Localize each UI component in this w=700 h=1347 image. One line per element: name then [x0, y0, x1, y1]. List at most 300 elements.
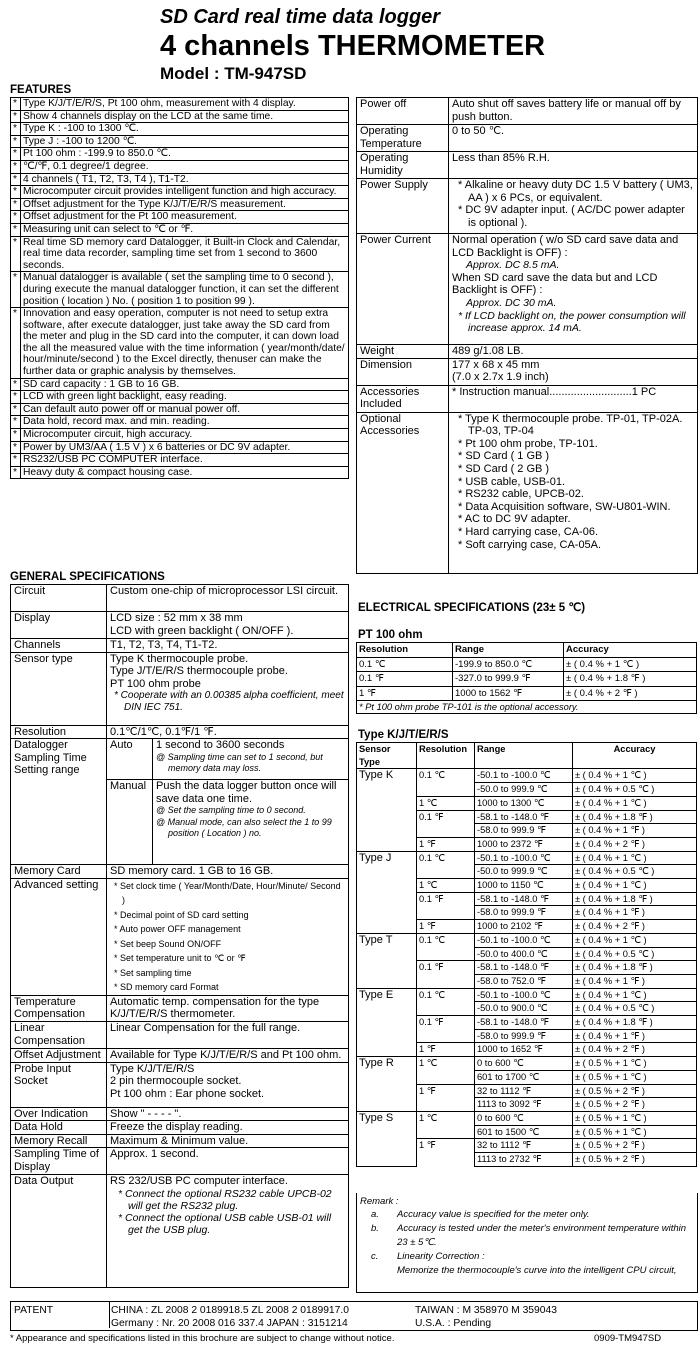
- table-row: [357, 672, 697, 687]
- feature-row: [11, 454, 349, 467]
- patent-china: CHINA : ZL 2008 2 0189918.5 ZL 2008 2 0189917.0: [111, 1305, 349, 1316]
- optional-accessory-item: * Hard carrying case, CA-06.: [458, 525, 599, 538]
- table-cell: 32 to 1112 ℉: [475, 1139, 573, 1153]
- patent-usa: U.S.A. : Pending: [415, 1318, 492, 1329]
- footer-note: * Appearance and specifications listed in this brochure are subject to change without notice.: [10, 1333, 395, 1344]
- optional-accessory-text: AC to DC 9V adapter.: [464, 513, 571, 526]
- table-cell: 0.1 ℃: [417, 988, 475, 1002]
- spec-value: (7.0 x 2.7x 1.9 inch): [452, 371, 549, 384]
- footer-code: 0909-TM947SD: [594, 1333, 662, 1344]
- spec-row-output: Data Output RS 232/USB PC computer interface. * Connect the optional RS232 cable UPCB-02 will get the RS232 plug. * Connect the optional USB cable USB-01 will get the USB plug.: [11, 1175, 349, 1288]
- spec-row-probe: [11, 1062, 349, 1107]
- table-cell: 601 to 1700 ℃: [475, 1070, 573, 1084]
- feature-row: [11, 403, 349, 416]
- feature-row: [11, 236, 349, 272]
- optional-accessory-text: Hard carrying case, CA-06.: [465, 525, 599, 538]
- thermocouple-header: Range: [475, 743, 573, 769]
- optional-accessory-item: * Type K thermocouple probe. TP-01, TP-02A. TP-03, TP-04: [458, 412, 683, 438]
- feature-bullet: *: [11, 98, 21, 111]
- table-cell: 1000 to 2102 ℉: [475, 920, 573, 934]
- table-cell: ± ( 0.4 % + 1 ℃ ): [573, 933, 697, 947]
- spec-label: Sampling Time of Display: [14, 1148, 99, 1173]
- table-cell: 1000 to 1652 ℉: [475, 1043, 573, 1057]
- feature-text: Microcomputer circuit, high accuracy.: [21, 429, 349, 442]
- optional-accessory-item: * RS232 cable, UPCB-02.: [458, 488, 584, 501]
- remark-text: Accuracy value is specified for the meter only.: [397, 1209, 590, 1220]
- table-cell: -50.1 to -100.0 ℃: [475, 851, 573, 865]
- advanced-setting-text: Set temperature unit to ℃ or ℉: [120, 953, 246, 964]
- spec-label: Display: [14, 612, 51, 624]
- spec-label: Optional Accessories: [360, 412, 420, 438]
- table-row: [357, 933, 697, 947]
- table-cell: [417, 824, 475, 838]
- spec-value: Push the data logger button once will save data one time.: [156, 780, 337, 805]
- table-cell: [417, 906, 475, 920]
- spec-value: Auto shut off saves battery life or manual off by push button.: [452, 98, 681, 123]
- spec-value: 2 pin thermocouple socket.: [110, 1075, 242, 1088]
- spec-row-accessories: Accessories Included * Instruction manual...........................1 PC: [357, 385, 698, 412]
- table-row: [357, 769, 697, 783]
- feature-row: [11, 429, 349, 442]
- table-row: [357, 1057, 697, 1071]
- table-cell: [417, 1002, 475, 1016]
- spec-row-current: Power Current Normal operation ( w/o SD card save data and LCD Backlight is OFF) : Approx. DC 8.5 mA. When SD card save the data but and LCD Backlight is OFF) : Approx. DC 30 mA. * If LCD backlight on, the power consumption will increase approx. 14 mA.: [357, 234, 698, 345]
- spec-value: Show " - - - - ".: [110, 1107, 182, 1120]
- spec-note: Connect the optional RS232 cable UPCB-02 will get the RS232 plug.: [125, 1187, 332, 1212]
- feature-row: [11, 110, 349, 123]
- advanced-setting-item: * Set beep Sound ON/OFF: [114, 938, 222, 949]
- spec-label: Data Output: [14, 1175, 74, 1188]
- spec-value: Linear Compensation for the full range.: [110, 1021, 301, 1034]
- table-cell: ± ( 0.5 % + 2 ℉ ): [573, 1098, 697, 1112]
- feature-text: Power by UM3/AA ( 1.5 V ) x 6 batteries or DC 9V adapter.: [21, 441, 349, 454]
- feature-bullet: *: [11, 123, 21, 136]
- spec-value: Type K thermocouple probe.: [110, 652, 249, 665]
- feature-text: Type K : -100 to 1300 ℃.: [21, 123, 349, 136]
- spec-label: Accessories Included: [360, 385, 420, 411]
- spec-row-sensor: Sensor type Type K thermocouple probe. Type J/T/E/R/S thermocouple probe. PT 100 ohm probe * Cooperate with an 0.00385 alpha coefficient, meet DIN IEC 751.: [11, 652, 349, 725]
- table-cell: 1 ℃: [417, 1057, 475, 1071]
- feature-text: ℃/℉, 0.1 degree/1 degree.: [21, 160, 349, 173]
- feature-bullet: *: [11, 236, 21, 272]
- table-cell: ± ( 0.4 % + 1.8 ℉ ): [573, 892, 697, 906]
- spec-row-resolution: [11, 725, 349, 739]
- remark-c-detail: Memorize the thermocouple's curve into the intelligent CPU circuit,: [397, 1265, 677, 1276]
- spec-label: Memory Card: [14, 865, 81, 878]
- pt100-note: Pt 100 ohm probe TP-101 is the optional accessory.: [365, 702, 579, 712]
- spec-value: Freeze the display reading.: [110, 1121, 243, 1134]
- table-cell: 1113 to 3092 ℉: [475, 1098, 573, 1112]
- right-spec-table: [356, 97, 698, 574]
- remark-item: [357, 1250, 697, 1264]
- table-cell: 1113 to 2732 ℉: [475, 1153, 573, 1167]
- spec-row-supply: Power Supply * Alkaline or heavy duty DC 1.5 V battery ( UM3, AA ) x 6 PCs, or equivalent. * DC 9V adapter input. ( AC/DC power adapter is optional ).: [357, 179, 698, 234]
- table-cell: 1 ℃: [417, 1111, 475, 1125]
- spec-value: Type K/J/T/E/R/S: [110, 1062, 195, 1075]
- remark-text: Linearity Correction :: [397, 1251, 485, 1262]
- table-cell: 0.1 ℃: [357, 657, 453, 672]
- spec-label: Sensor type: [14, 652, 73, 665]
- features-table: [10, 97, 349, 479]
- pt100-header: Accuracy: [564, 643, 697, 658]
- table-cell: -58.0 to 999.9 ℉: [475, 906, 573, 920]
- spec-value: Approx. 1 second.: [110, 1148, 199, 1161]
- table-cell: -58.1 to -148.0 ℉: [475, 961, 573, 975]
- feature-row: [11, 223, 349, 236]
- table-cell: -58.1 to -148.0 ℉: [475, 1016, 573, 1030]
- spec-value: LCD with green backlight ( ON/OFF ).: [110, 624, 294, 637]
- spec-row-optemp: [357, 125, 698, 152]
- table-cell: ± ( 0.5 % + 1 ℃ ): [573, 1111, 697, 1125]
- table-cell: 1 ℃: [417, 796, 475, 810]
- table-cell: 1000 to 1300 ℃: [475, 796, 573, 810]
- table-row: [357, 851, 697, 865]
- spec-row-hold: [11, 1121, 349, 1135]
- spec-label: Power off: [360, 98, 407, 110]
- table-row: [357, 988, 697, 1002]
- table-cell: -50.0 to 400.0 ℃: [475, 947, 573, 961]
- optional-accessory-text: Type K thermocouple probe. TP-01, TP-02A. TP-03, TP-04: [465, 412, 683, 438]
- advanced-setting-item: * SD memory card Format: [114, 982, 219, 993]
- feature-text: Measuring unit can select to ℃ or ℉.: [21, 223, 349, 236]
- remark-text: Accuracy is tested under the meter's environment temperature within 23 ± 5℃.: [397, 1223, 687, 1248]
- advanced-setting-text: Decimal point of SD card setting: [120, 909, 249, 920]
- optional-accessory-text: Soft carrying case, CA-05A.: [465, 538, 602, 551]
- optional-accessory-text: Data Acquisition software, SW-U801-WIN.: [465, 500, 671, 513]
- general-spec-heading: GENERAL SPECIFICATIONS: [10, 571, 165, 583]
- feature-row: [11, 160, 349, 173]
- table-cell: 0.1 ℉: [417, 892, 475, 906]
- table-cell: ± ( 0.4 % + 2 ℉ ): [573, 920, 697, 934]
- spec-row-tempcomp: [11, 995, 349, 1021]
- table-cell: ± ( 0.4 % + 1.8 ℉ ): [564, 672, 697, 687]
- table-cell: ± ( 0.4 % + 1.8 ℉ ): [573, 810, 697, 824]
- spec-note: @ Sampling time can set to 1 second, but memory data may loss.: [156, 751, 323, 773]
- spec-value: RS 232/USB PC computer interface.: [110, 1175, 288, 1188]
- feature-text: LCD with green light backlight, easy reading.: [21, 391, 349, 404]
- table-cell: ± ( 0.4 % + 0.5 ℃ ): [573, 783, 697, 797]
- feature-bullet: *: [11, 223, 21, 236]
- advanced-setting-item: * Auto power OFF management: [114, 924, 241, 935]
- table-cell: -50.1 to -100.0 ℃: [475, 988, 573, 1002]
- remark-item: [357, 1208, 697, 1222]
- table-cell: ± ( 0.5 % + 2 ℉ ): [573, 1139, 697, 1153]
- table-cell: 0.1 ℉: [417, 810, 475, 824]
- table-cell: 601 to 1500 ℃: [475, 1125, 573, 1139]
- spec-value: 0.1℃/1℃, 0.1℉/1 ℉.: [110, 725, 217, 738]
- table-cell: ± ( 0.4 % + 0.5 ℃ ): [573, 865, 697, 879]
- feature-text: SD card capacity : 1 GB to 16 GB.: [21, 378, 349, 391]
- optional-accessory-item: * Pt 100 ohm probe, TP-101.: [458, 437, 598, 450]
- table-cell: 1 ℉: [417, 1139, 475, 1153]
- spec-value: Pt 100 ohm : Ear phone socket.: [110, 1087, 265, 1100]
- remark-item: [357, 1222, 697, 1250]
- sensor-type-cell: Type J: [357, 851, 417, 933]
- spec-row-advanced: [11, 878, 349, 995]
- spec-value: 1 second to 3600 seconds: [156, 739, 285, 752]
- spec-label: Advanced setting: [14, 878, 99, 891]
- spec-sub-label: Auto: [110, 739, 133, 752]
- optional-accessory-item: * SD Card ( 2 GB ): [458, 462, 550, 475]
- table-cell: -50.0 to 999.9 ℃: [475, 865, 573, 879]
- spec-row-optional: [357, 412, 698, 573]
- table-cell: -58.0 to 999.9 ℉: [475, 824, 573, 838]
- feature-bullet: *: [11, 173, 21, 186]
- feature-row: [11, 378, 349, 391]
- features-heading: FEATURES: [10, 84, 72, 96]
- optional-accessory-text: RS232 cable, UPCB-02.: [465, 488, 584, 501]
- table-row: [357, 1111, 697, 1125]
- spec-row-linear: [11, 1021, 349, 1048]
- sensor-type-cell: Type E: [357, 988, 417, 1057]
- header-subtitle: SD Card real time data logger: [160, 6, 441, 28]
- table-cell: ± ( 0.4 % + 1.8 ℉ ): [573, 1016, 697, 1030]
- optional-accessory-item: * SD Card ( 1 GB ): [458, 450, 550, 463]
- feature-text: Innovation and easy operation, computer is not need to setup extra software, after execute datalogger, just take away the SD card from the meter and plug in the SD card into the computer, it can down load the all the measured value with the time information ( year/month/date/ hour/minute/second ) to the Excel directly, thenuser can make the further data or graphic analysis by themselves.: [21, 308, 349, 379]
- table-cell: ± ( 0.5 % + 1 ℃ ): [573, 1057, 697, 1071]
- table-cell: [417, 1070, 475, 1084]
- feature-row: [11, 466, 349, 479]
- optional-accessory-item: * Soft carrying case, CA-05A.: [458, 538, 602, 551]
- thermocouple-header: Accuracy: [573, 743, 697, 769]
- advanced-setting-item: * Set sampling time: [114, 967, 192, 978]
- spec-value: Custom one-chip of microprocessor LSI circuit.: [110, 585, 339, 597]
- optional-accessory-text: Pt 100 ohm probe, TP-101.: [465, 437, 598, 450]
- spec-note: @ Manual mode, can also select the 1 to 99 position ( Location ) no.: [156, 816, 332, 838]
- spec-label: Power Current: [360, 234, 431, 246]
- patent-label: PATENT: [14, 1305, 54, 1316]
- spec-note: Connect the optional USB cable USB-01 will get the USB plug.: [125, 1211, 332, 1236]
- table-cell: ± ( 0.4 % + 2 ℉ ): [573, 837, 697, 851]
- table-cell: 0.1 ℉: [417, 1016, 475, 1030]
- spec-note: Approx. DC 30 mA.: [466, 296, 557, 309]
- feature-bullet: *: [11, 160, 21, 173]
- optional-accessory-text: SD Card ( 1 GB ): [465, 450, 550, 463]
- thermocouple-heading: Type K/J/T/E/R/S: [358, 729, 449, 741]
- spec-value: SD memory card. 1 GB to 16 GB.: [110, 865, 274, 878]
- sensor-type-cell: Type T: [357, 933, 417, 988]
- spec-label: Channels: [14, 639, 61, 651]
- table-cell: [417, 1125, 475, 1139]
- table-cell: 1000 to 2372 ℉: [475, 837, 573, 851]
- feature-bullet: *: [11, 416, 21, 429]
- table-cell: [417, 865, 475, 879]
- thermocouple-table: [356, 742, 697, 1167]
- table-cell: ± ( 0.4 % + 1 ℃ ): [573, 851, 697, 865]
- table-cell: 0.1 ℉: [417, 961, 475, 975]
- table-cell: 0.1 ℃: [417, 851, 475, 865]
- spec-label: Power Supply: [360, 179, 428, 191]
- feature-text: Real time SD memory card Datalogger, it Built-in Clock and Calendar, real time data recorder, sampling time set from 1 second to 3600 seconds.: [21, 236, 349, 272]
- spec-label: Probe Input Socket: [14, 1062, 71, 1088]
- feature-text: Data hold, record max. and min. reading.: [21, 416, 349, 429]
- spec-value: DC 9V adapter input. ( AC/DC power adapter is optional ).: [465, 204, 685, 229]
- table-cell: 0.1 ℃: [417, 933, 475, 947]
- table-cell: 0 to 600 ℃: [475, 1057, 573, 1071]
- spec-label: Linear Compensation: [14, 1021, 85, 1047]
- feature-text: Offset adjustment for the Pt 100 measurement.: [21, 211, 349, 224]
- feature-bullet: *: [11, 110, 21, 123]
- advanced-setting-text: Auto power OFF management: [119, 924, 241, 935]
- patent-taiwan: TAIWAN : M 358970 M 359043: [415, 1305, 557, 1316]
- table-cell: 0 to 600 ℃: [475, 1111, 573, 1125]
- feature-row: [11, 198, 349, 211]
- table-cell: 32 to 1112 ℉: [475, 1084, 573, 1098]
- spec-label: Resolution: [14, 725, 66, 738]
- feature-bullet: *: [11, 135, 21, 148]
- feature-bullet: *: [11, 198, 21, 211]
- spec-value: Automatic temp. compensation for the type K/J/T/E/R/S thermometer.: [110, 995, 320, 1021]
- pt100-heading: PT 100 ohm: [358, 629, 423, 641]
- spec-row-memory: [11, 865, 349, 879]
- spec-label: Dimension: [360, 358, 412, 371]
- feature-row: [11, 123, 349, 136]
- spec-value: T1, T2, T3, T4, T1-T2.: [110, 639, 218, 651]
- table-cell: ± ( 0.4 % + 1 ℃ ): [564, 657, 697, 672]
- table-cell: -58.0 to 752.0 ℉: [475, 974, 573, 988]
- table-cell: 1 ℉: [417, 920, 475, 934]
- spec-value: 0 to 50 ℃.: [452, 125, 505, 137]
- feature-bullet: *: [11, 441, 21, 454]
- table-cell: ± ( 0.4 % + 1 ℃ ): [573, 796, 697, 810]
- spec-row-offset: [11, 1048, 349, 1062]
- spec-value: Less than 85% R.H.: [452, 152, 550, 164]
- spec-value: Available for Type K/J/T/E/R/S and Pt 100 ohm.: [110, 1048, 342, 1061]
- spec-value: When SD card save the data but and LCD Backlight is OFF) :: [452, 271, 658, 297]
- thermocouple-header: Resolution: [417, 743, 475, 769]
- patent-box: [10, 1301, 698, 1331]
- pt100-header: Resolution: [357, 643, 453, 658]
- spec-row-channels: [11, 639, 349, 653]
- table-cell: ± ( 0.4 % + 1 ℉ ): [573, 906, 697, 920]
- optional-accessory-text: USB cable, USB-01.: [465, 475, 565, 488]
- spec-row-sampling: [11, 1148, 349, 1175]
- feature-bullet: *: [11, 186, 21, 199]
- spec-value: Instruction manual...........................1 PC: [459, 385, 657, 398]
- table-cell: [417, 974, 475, 988]
- table-cell: 1000 to 1562 ℉: [453, 686, 564, 701]
- pt100-header: Range: [453, 643, 564, 658]
- remark-box: [356, 1193, 698, 1293]
- feature-bullet: *: [11, 308, 21, 379]
- feature-row: [11, 441, 349, 454]
- feature-row: [11, 211, 349, 224]
- spec-value: 177 x 68 x 45 mm: [452, 358, 540, 371]
- spec-sub-label: Manual: [110, 780, 147, 793]
- table-row: [357, 686, 697, 701]
- spec-label: Offset Adjustment: [14, 1048, 101, 1061]
- spec-value: LCD size : 52 mm x 38 mm: [110, 612, 243, 624]
- optional-accessory-item: * Data Acquisition software, SW-U801-WIN.: [458, 500, 671, 513]
- table-cell: ± ( 0.4 % + 2 ℉ ): [564, 686, 697, 701]
- table-cell: [417, 1153, 475, 1167]
- feature-row: [11, 186, 349, 199]
- table-cell: -50.1 to -100.0 ℃: [475, 769, 573, 783]
- spec-label: Temperature Compensation: [14, 995, 85, 1021]
- spec-label: Weight: [360, 345, 395, 357]
- spec-note: Approx. DC 8.5 mA.: [466, 259, 560, 272]
- feature-text: Can default auto power off or manual power off.: [21, 403, 349, 416]
- sensor-type-cell: Type K: [357, 769, 417, 851]
- table-cell: [417, 1098, 475, 1112]
- table-row: [357, 657, 697, 672]
- table-cell: ± ( 0.4 % + 1.8 ℉ ): [573, 961, 697, 975]
- feature-bullet: *: [11, 391, 21, 404]
- table-cell: [417, 783, 475, 797]
- table-cell: ± ( 0.4 % + 1 ℃ ): [573, 879, 697, 893]
- table-cell: ± ( 0.4 % + 1 ℃ ): [573, 769, 697, 783]
- patent-germany-japan: Germany : Nr. 20 2008 016 337.4 JAPAN : 3151214: [111, 1318, 348, 1329]
- table-cell: ± ( 0.4 % + 1 ℉ ): [573, 974, 697, 988]
- spec-note: Cooperate with an 0.00385 alpha coefficient, meet DIN IEC 751.: [120, 690, 344, 714]
- table-cell: [417, 947, 475, 961]
- table-cell: ± ( 0.5 % + 2 ℉ ): [573, 1153, 697, 1167]
- table-cell: ± ( 0.5 % + 1 ℃ ): [573, 1125, 697, 1139]
- feature-bullet: *: [11, 211, 21, 224]
- table-cell: 1 ℉: [417, 1084, 475, 1098]
- spec-row-circuit: [11, 585, 349, 612]
- feature-text: Microcomputer circuit provides intelligent function and high accuracy.: [21, 186, 349, 199]
- header-title: 4 channels THERMOMETER: [160, 30, 546, 62]
- spec-row-datalogger-auto: [11, 739, 349, 780]
- spec-label: Memory Recall: [14, 1134, 88, 1147]
- feature-row: [11, 391, 349, 404]
- feature-text: Type K/J/T/E/R/S, Pt 100 ohm, measurement with 4 display.: [21, 98, 349, 111]
- feature-row: [11, 148, 349, 161]
- advanced-setting-item: * Set temperature unit to ℃ or ℉: [114, 953, 246, 964]
- spec-row-ophum: [357, 152, 698, 179]
- table-cell: -50.0 to 900.0 ℃: [475, 1002, 573, 1016]
- table-cell: -58.1 to -148.0 ℉: [475, 810, 573, 824]
- table-cell: -50.1 to -100.0 ℃: [475, 933, 573, 947]
- table-cell: -199.9 to 850.0 ℃: [453, 657, 564, 672]
- feature-text: Offset adjustment for the Type K/J/T/E/R/S measurement.: [21, 198, 349, 211]
- spec-row-over: [11, 1107, 349, 1121]
- table-cell: 0.1 ℃: [417, 769, 475, 783]
- table-cell: ± ( 0.4 % + 2 ℉ ): [573, 1043, 697, 1057]
- feature-text: Heavy duty & compact housing case.: [21, 466, 349, 479]
- feature-text: Pt 100 ohm : -199.9 to 850.0 ℃.: [21, 148, 349, 161]
- spec-label: Over Indication: [14, 1107, 88, 1120]
- feature-bullet: *: [11, 454, 21, 467]
- feature-row: [11, 308, 349, 379]
- spec-value: Alkaline or heavy duty DC 1.5 V battery ( UM3, AA ) x 6 PCs, or equivalent.: [464, 179, 693, 204]
- remark-key: b.: [371, 1223, 379, 1234]
- advanced-setting-item: * Set clock time ( Year/Month/Date, Hour/Minute/ Second ): [114, 880, 341, 906]
- advanced-setting-text: SD memory card Format: [120, 982, 219, 993]
- table-cell: 1 ℉: [357, 686, 453, 701]
- header-model: Model : TM-947SD: [160, 64, 307, 83]
- optional-accessory-text: SD Card ( 2 GB ): [465, 462, 550, 475]
- remark-key: a.: [371, 1209, 379, 1220]
- table-cell: ± ( 0.4 % + 1 ℉ ): [573, 1029, 697, 1043]
- table-cell: -58.1 to -148.0 ℉: [475, 892, 573, 906]
- feature-bullet: *: [11, 378, 21, 391]
- feature-text: Type J : -100 to 1200 ℃.: [21, 135, 349, 148]
- spec-row-display: [11, 612, 349, 639]
- table-cell: 1 ℉: [417, 837, 475, 851]
- advanced-setting-text: Set sampling time: [120, 967, 192, 978]
- sensor-type-cell: Type S: [357, 1111, 417, 1166]
- feature-text: RS232/USB PC COMPUTER interface.: [21, 454, 349, 467]
- table-cell: 1000 to 1150 ℃: [475, 879, 573, 893]
- advanced-setting-text: Set beep Sound ON/OFF: [120, 938, 222, 949]
- table-cell: -58.0 to 999.9 ℉: [475, 1029, 573, 1043]
- spec-label: Data Hold: [14, 1121, 63, 1134]
- feature-row: [11, 98, 349, 111]
- spec-label: Operating Temperature: [360, 125, 422, 150]
- feature-row: [11, 135, 349, 148]
